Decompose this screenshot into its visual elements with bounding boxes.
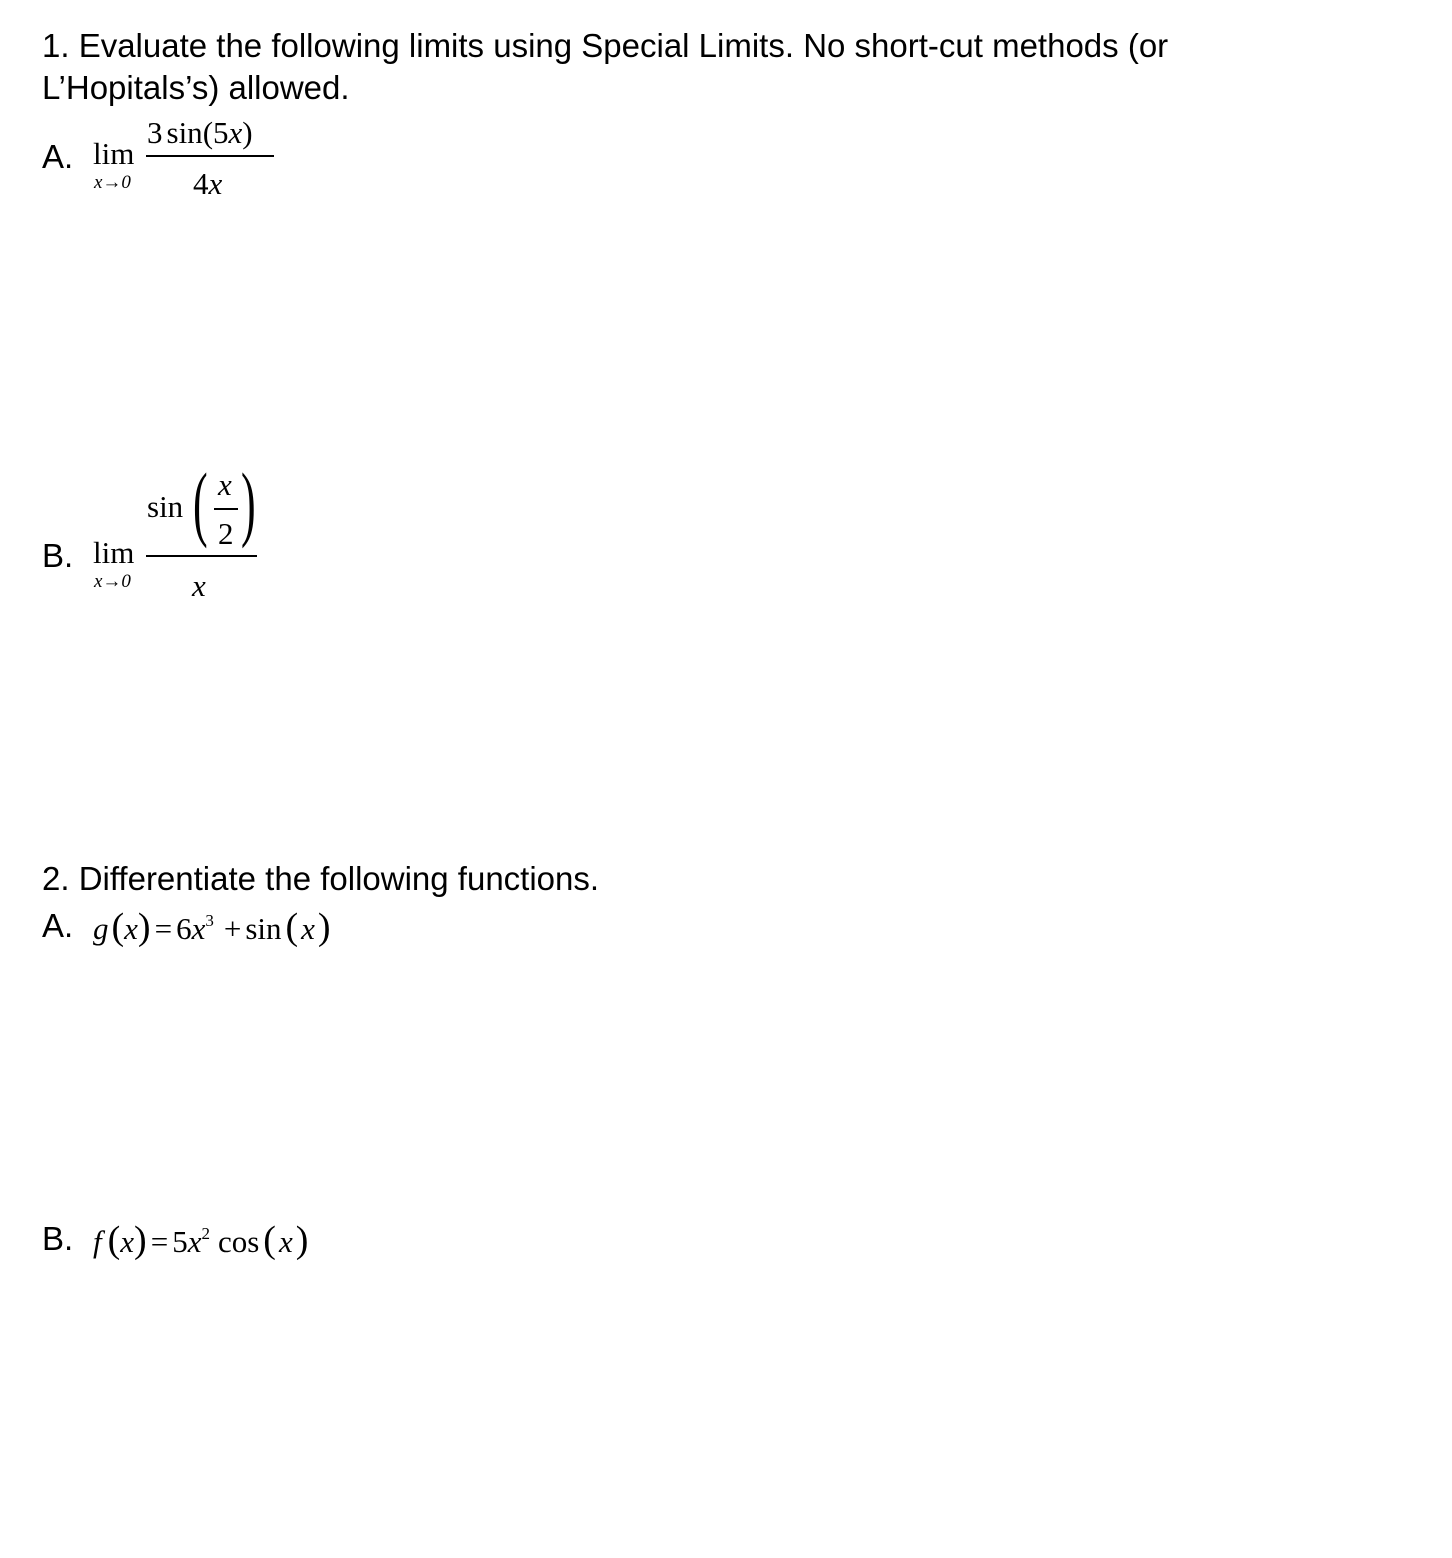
q2b-rp: ): [134, 1219, 147, 1261]
q1a-denominator: [193, 166, 222, 202]
q2a-rp: ): [137, 906, 151, 948]
q2b-fn: f: [93, 1224, 102, 1259]
q2b-rp2: ): [295, 1219, 309, 1261]
q1b-num-fn: sin: [147, 489, 184, 524]
q1b-fraction-bar: [146, 555, 257, 557]
q1a-num-open: (: [202, 115, 214, 150]
q1b-den-var: x: [192, 568, 206, 603]
q1a-num-coef: 3: [147, 115, 163, 150]
q1a-den-var: x: [208, 166, 223, 201]
q2a-lp2: (: [285, 906, 299, 948]
q1a-fraction-bar: [146, 155, 274, 157]
q1a-lim: lim: [93, 136, 135, 171]
q1b-lim: lim: [93, 535, 135, 570]
q1b-paren-left: (: [193, 456, 208, 550]
q2b-label: B.: [42, 1220, 74, 1257]
q2b-fn2: cos: [217, 1224, 260, 1259]
q2-title: 2. Differentiate the following functions.: [42, 860, 600, 897]
q2a-coef: 6: [176, 911, 192, 946]
q2b-formula: [93, 1218, 308, 1262]
q1a-num-arg-var: x: [228, 115, 243, 150]
q2b-eq: =: [150, 1224, 169, 1259]
q1b-inner-den: 2: [218, 516, 234, 551]
q1-line1: 1. Evaluate the following limits using Special Limits. No short-cut methods (or: [42, 27, 1169, 64]
q2a-fn2: sin: [245, 911, 282, 946]
q2a-lp: (: [111, 906, 125, 948]
q2b-var2: x: [187, 1224, 202, 1259]
q1a-label: A.: [42, 138, 74, 175]
q1a-numerator: [147, 115, 253, 151]
q2b-lp2: (: [263, 1219, 276, 1261]
q2a-plus: +: [223, 911, 242, 946]
q2a-var3: x: [301, 911, 315, 946]
q2a-var: x: [124, 911, 138, 946]
q2a-formula: [93, 905, 331, 949]
q2b-var: x: [120, 1224, 135, 1259]
q2a-rp2: ): [317, 906, 331, 948]
q1-line2: L’Hopitals’s) allowed.: [42, 69, 350, 106]
q2b-var3: x: [278, 1224, 293, 1259]
q1b-inner-bar: [214, 508, 238, 510]
q1a-den-coef: 4: [193, 166, 209, 201]
q1a-num-close: ): [242, 115, 253, 150]
q1b-label: B.: [42, 537, 74, 574]
q2b-exp: 2: [201, 1224, 210, 1243]
q2a-fn: g: [93, 911, 109, 946]
q2a-exp: 3: [205, 911, 214, 930]
q1b-inner-num: x: [218, 467, 232, 502]
q1a-num-fn: sin: [166, 115, 203, 150]
q2b-coef: 5: [172, 1224, 188, 1259]
q2a-label: A.: [42, 907, 74, 944]
q1b-paren-right: ): [241, 456, 256, 550]
q2b-lp: (: [107, 1219, 121, 1261]
q2a-var2: x: [191, 911, 206, 946]
q1a-num-arg-coef: 5: [213, 115, 229, 150]
q1a-lim-sub: x→0: [94, 172, 131, 193]
q1b-lim-sub: x→0: [94, 571, 131, 592]
q2a-eq: =: [154, 911, 173, 946]
